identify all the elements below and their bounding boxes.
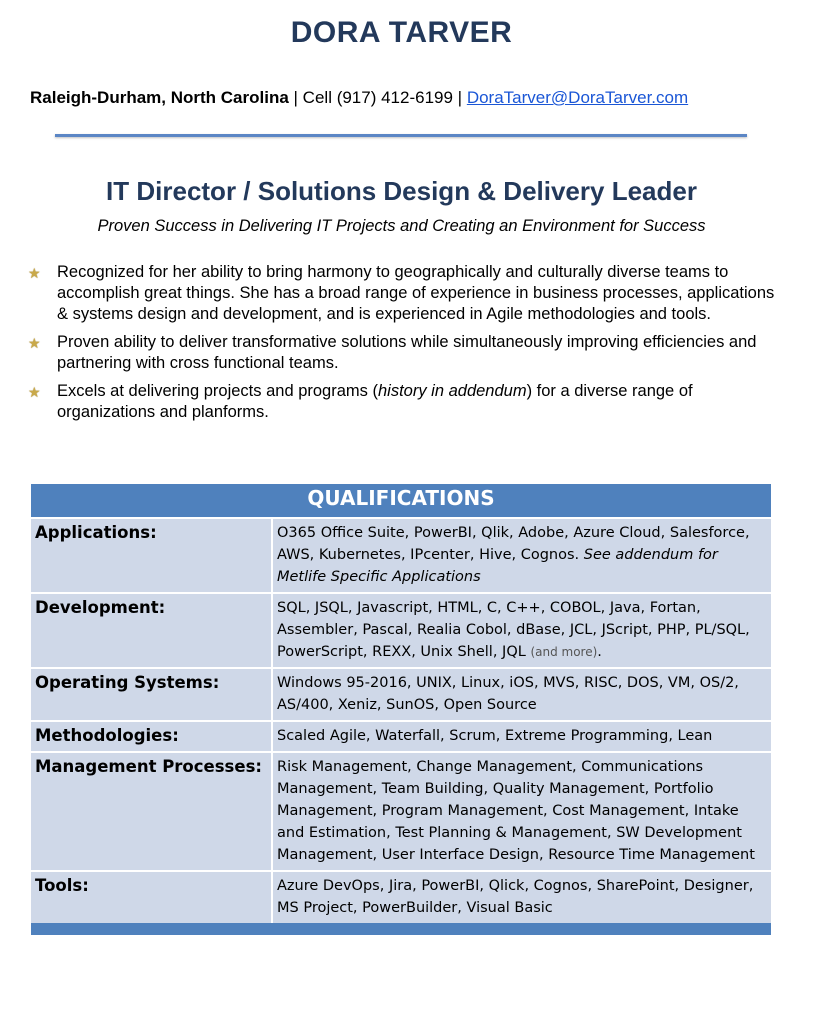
- row-value-tail: .: [597, 644, 602, 660]
- summary-text: Proven ability to deliver transformative solutions while simultaneously improving efficiencies and partnering with cross functional teams.: [57, 333, 757, 372]
- row-value-text: O365 Office Suite, PowerBI, Qlik, Adobe, Azure Cloud, Salesforce, AWS, Kubernetes, IPcenter, Hive, Cognos.: [277, 525, 750, 563]
- summary-item: [28, 332, 788, 374]
- table-footer-bar: [31, 923, 771, 935]
- row-value: Risk Management, Change Management, Communications Management, Team Building, Quality Management, Portfolio Management, Program Management, Cost Management, Intake and Estimation, Test Planning & Management, SW Development Management, User Interface Design, Resource Time Management: [272, 752, 771, 871]
- summary-item: [28, 262, 788, 325]
- row-label: Management Processes:: [31, 752, 272, 871]
- summary-item: [28, 381, 788, 423]
- row-value-small: (and more): [530, 645, 598, 659]
- qualifications-section: [31, 484, 771, 935]
- star-icon: ★: [28, 384, 41, 400]
- header-divider: [55, 134, 747, 137]
- qualifications-title: QUALIFICATIONS: [31, 484, 771, 517]
- row-value: Windows 95-2016, UNIX, Linux, iOS, MVS, RISC, DOS, VM, OS/2, AS/400, Xeniz, SunOS, Open Source: [272, 668, 771, 721]
- row-label: Applications:: [31, 518, 272, 593]
- summary-text-italic: history in addendum: [377, 382, 527, 400]
- table-row: [31, 668, 771, 721]
- table-row: [31, 518, 771, 593]
- row-value: [272, 518, 771, 593]
- row-value-note: See addendum for Metlife Specific Applications: [277, 547, 718, 585]
- summary-list: [28, 262, 788, 430]
- row-label: Operating Systems:: [31, 668, 272, 721]
- star-icon: ★: [28, 335, 41, 351]
- phone: | Cell (917) 412-6199 |: [293, 88, 463, 107]
- tagline: Proven Success in Delivering IT Projects and Creating an Environment for Success: [97, 217, 706, 235]
- qualifications-table: [31, 517, 771, 923]
- row-label: Methodologies:: [31, 721, 272, 752]
- row-value: [272, 593, 771, 668]
- row-value: Scaled Agile, Waterfall, Scrum, Extreme Programming, Lean: [272, 721, 771, 752]
- table-row: [31, 593, 771, 668]
- row-label: Development:: [31, 593, 272, 668]
- summary-text: Recognized for her ability to bring harmony to geographically and culturally diverse teams to accomplish great things. She has a broad range of experience in business processes, applications & systems design and development, and is experienced in Agile methodologies and tools.: [57, 263, 775, 323]
- row-value-text: SQL, JSQL, Javascript, HTML, C, C++, COBOL, Java, Fortan, Assembler, Pascal, Realia Cobol, dBase, JCL, JScript, PHP, PL/SQL, PowerScript, REXX, Unix Shell, JQL: [277, 600, 750, 660]
- location: Raleigh-Durham, North Carolina: [30, 88, 289, 107]
- row-value: Azure DevOps, Jira, PowerBI, Qlick, Cognos, SharePoint, Designer, MS Project, PowerBuilder, Visual Basic: [272, 871, 771, 923]
- table-row: [31, 752, 771, 871]
- headline: IT Director / Solutions Design & Delivery Leader: [106, 176, 697, 206]
- star-icon: ★: [28, 265, 41, 281]
- table-row: [31, 721, 771, 752]
- contact-line: [30, 88, 688, 108]
- table-row: [31, 871, 771, 923]
- candidate-name: DORA TARVER: [290, 16, 513, 49]
- row-label: Tools:: [31, 871, 272, 923]
- summary-text-post: ) for a diverse range of organizations and planforms.: [57, 382, 693, 421]
- email-link[interactable]: DoraTarver@DoraTarver.com: [466, 88, 689, 107]
- summary-text-pre: Excels at delivering projects and programs (: [57, 382, 378, 400]
